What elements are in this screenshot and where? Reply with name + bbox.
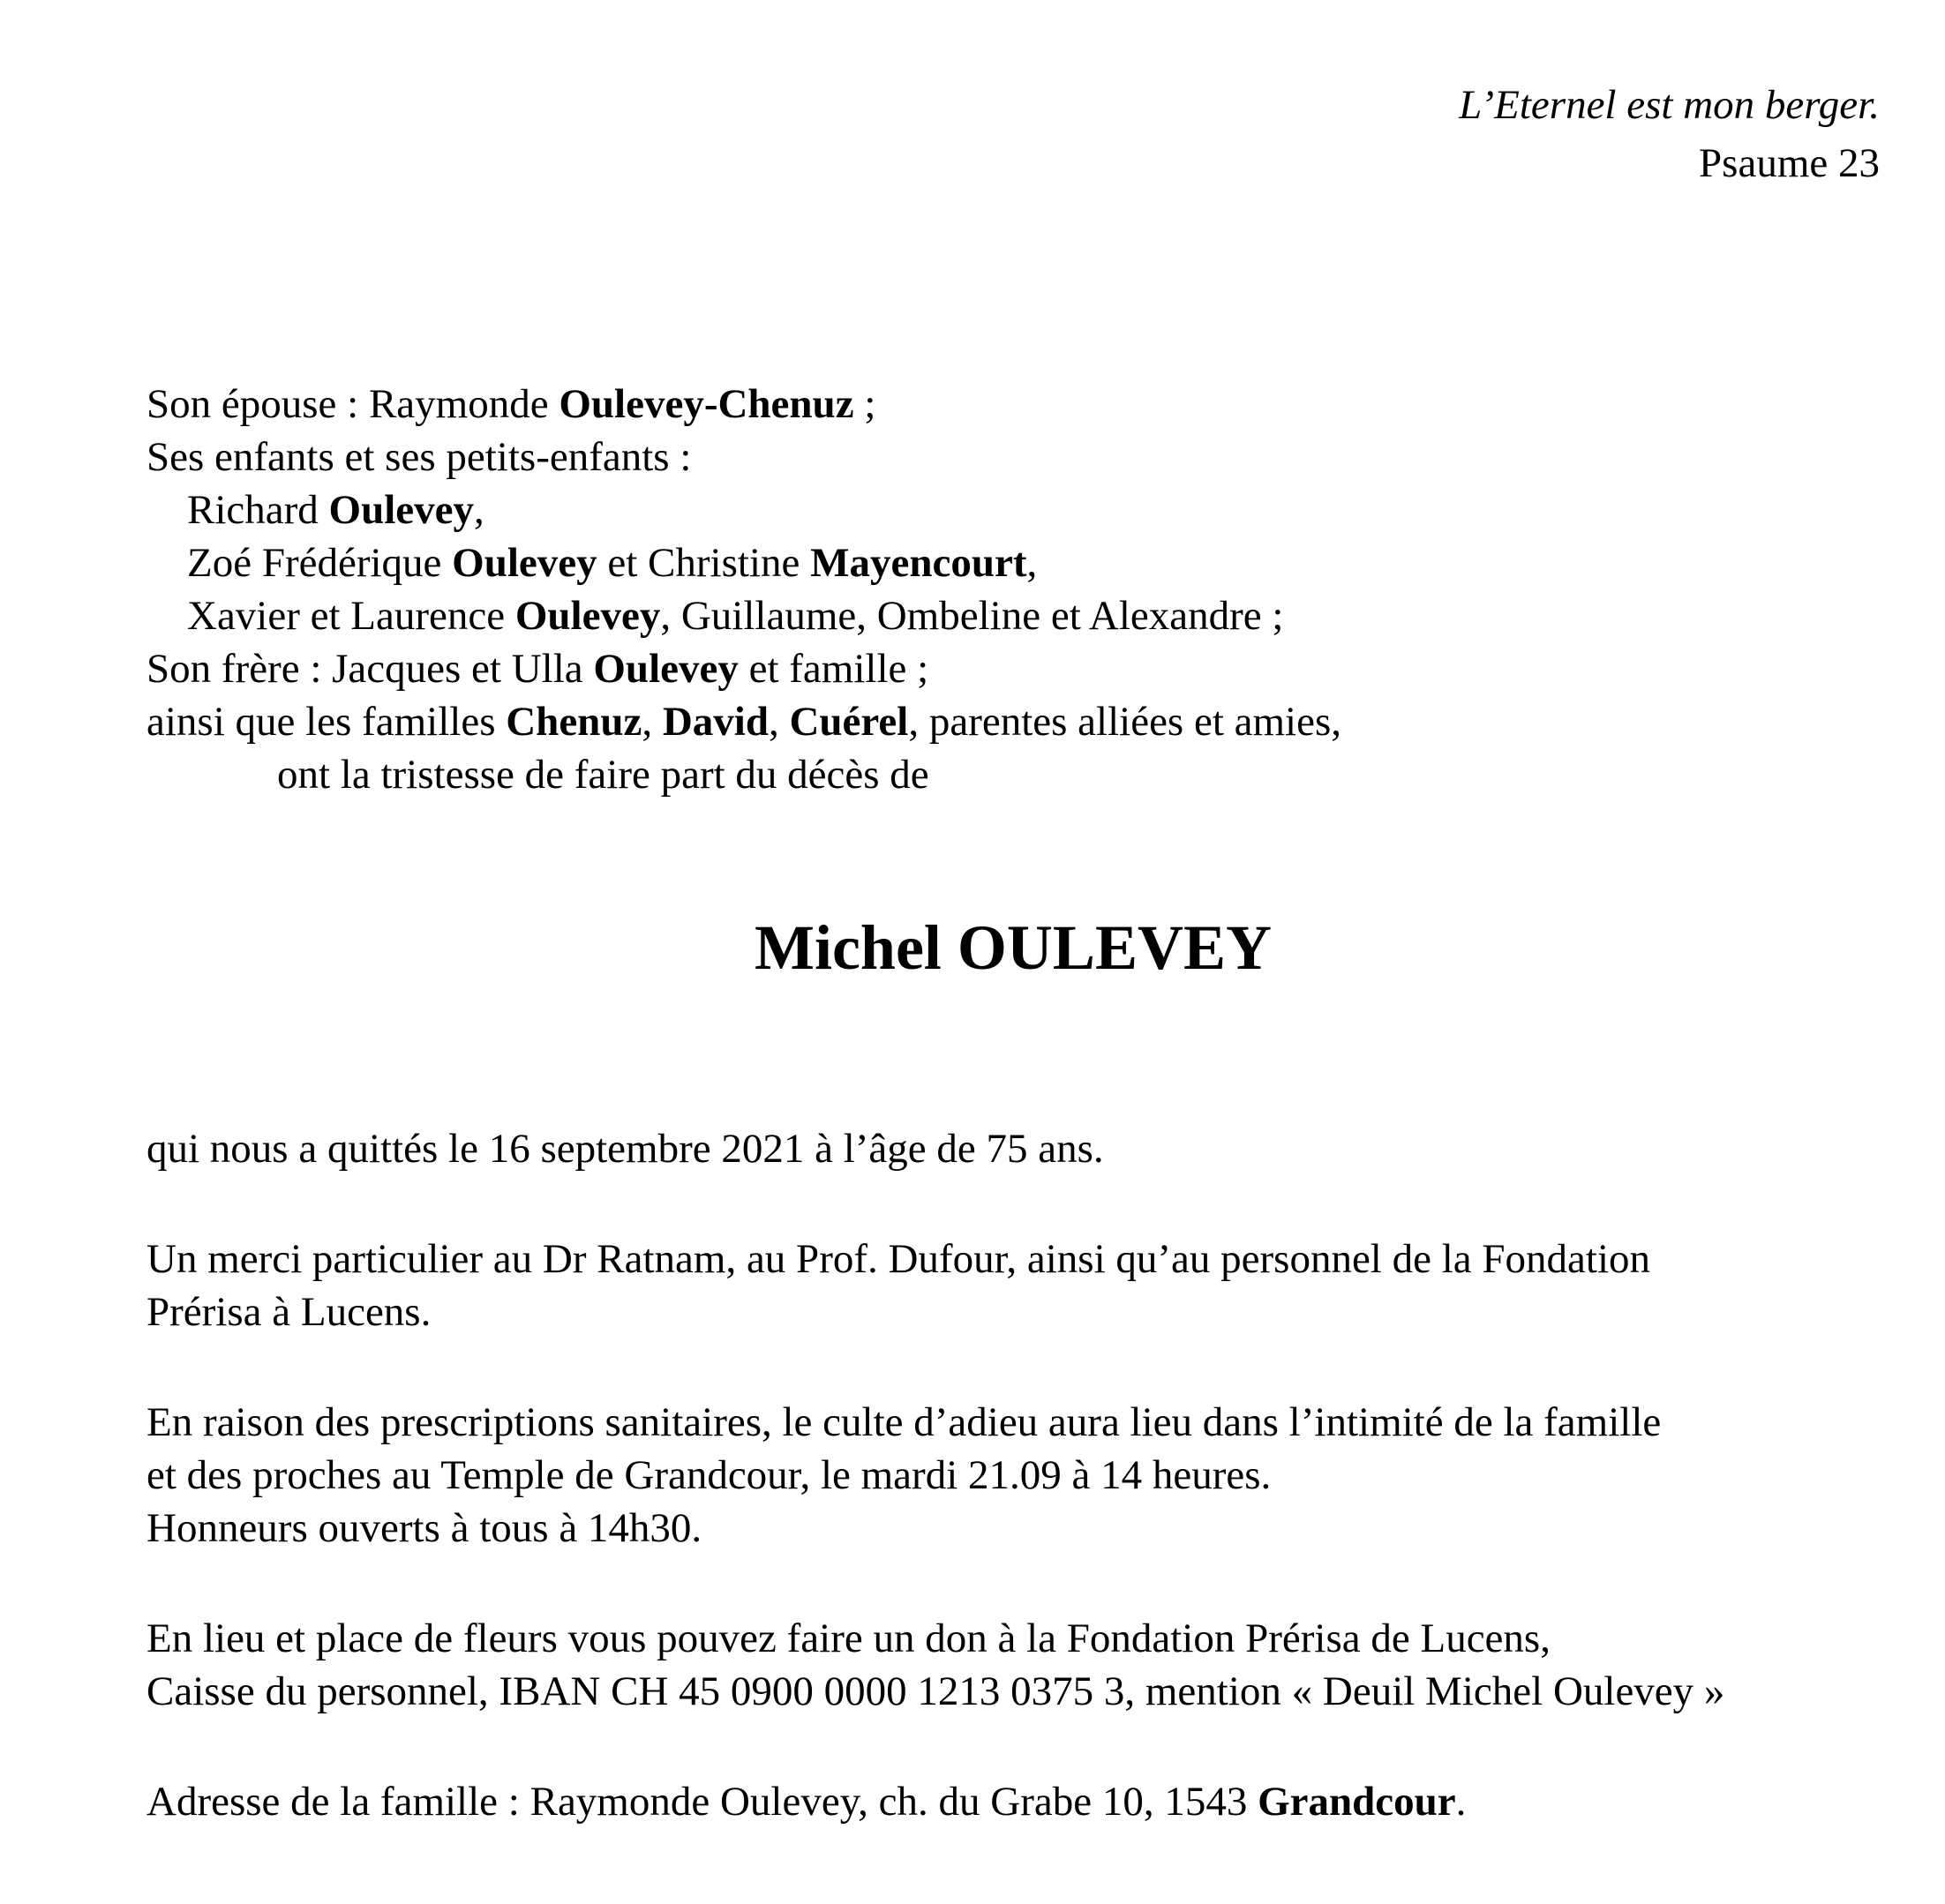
text-run: Prérisa à Lucens. (146, 1289, 432, 1335)
text-line (146, 1396, 1724, 1449)
family-line (146, 378, 1341, 431)
family-line (146, 695, 1341, 748)
text-run: Un merci particulier au Dr Ratnam, au Prof. Dufour, ainsi qu’au personnel de la Fondation (146, 1236, 1651, 1282)
text-run: et des proches au Temple de Grandcour, le mardi 21.09 à 14 heures. (146, 1452, 1272, 1498)
bold-name: Oulevey (514, 593, 661, 639)
bold-name: Oulevey (452, 540, 597, 586)
family-line (146, 589, 1341, 642)
bold-name: Oulevey (593, 646, 739, 692)
text-run: Honneurs ouverts à tous à 14h30. (146, 1505, 702, 1551)
text-line (146, 1449, 1724, 1502)
text-run: ainsi que les familles (146, 699, 507, 745)
paragraph (146, 1233, 1724, 1338)
bold-name: Mayencourt (810, 540, 1027, 586)
text-run: En raison des prescriptions sanitaires, le culte d’adieu aura lieu dans l’intimité de la famille (146, 1399, 1662, 1445)
text-run: Son frère : Jacques et Ulla (146, 646, 594, 692)
family-line (146, 431, 1341, 483)
epigraph (1459, 76, 1880, 192)
text-run: qui nous a quittés le 16 septembre 2021 à l’âge de 75 ans. (146, 1126, 1104, 1172)
family-announcement-block (146, 378, 1341, 801)
text-run: En lieu et place de fleurs vous pouvez faire un don à la Fondation Prérisa de Lucens, (146, 1615, 1551, 1661)
text-run: Adresse de la famille : Raymonde Oulevey, ch. du Grabe 10, 1543 (146, 1779, 1258, 1825)
family-line (146, 536, 1341, 589)
text-run: , (768, 699, 790, 745)
bold-name: Cuérel (789, 699, 909, 745)
bold-name: Oulevey (328, 487, 475, 533)
bold-name: Grandcour (1258, 1779, 1456, 1825)
text-line (146, 1122, 1724, 1175)
text-run: Zoé Frédérique (187, 540, 453, 586)
text-line (146, 1612, 1724, 1665)
text-run: , (642, 699, 663, 745)
bold-name: Chenuz (506, 699, 642, 745)
deceased-name-title: Michel OULEVEY (755, 912, 1272, 983)
paragraph (146, 1396, 1724, 1555)
bold-name: Oulevey-Chenuz (559, 381, 854, 427)
text-run: Ses enfants et ses petits-enfants : (146, 434, 692, 480)
text-run: , (1026, 540, 1038, 586)
text-line (146, 1775, 1724, 1828)
text-run: ont la tristesse de faire part du décès de (277, 752, 929, 798)
family-line (146, 748, 1341, 801)
text-run: Richard (187, 487, 329, 533)
epigraph-source: Psaume 23 (1699, 140, 1880, 186)
text-run: , parentes alliées et amies, (908, 699, 1342, 745)
text-run: . (1455, 1779, 1467, 1825)
text-line (146, 1286, 1724, 1338)
epigraph-quote: L’Eternel est mon berger. (1459, 82, 1880, 128)
text-line (146, 1502, 1724, 1555)
bold-name: David (662, 699, 769, 745)
paragraph (146, 1775, 1724, 1828)
text-run: Caisse du personnel, IBAN CH 45 0900 0000 1213 0375 3, mention « Deuil Michel Oulevey » (146, 1668, 1725, 1714)
family-line (146, 483, 1341, 536)
paragraph (146, 1612, 1724, 1718)
text-run: , (474, 487, 484, 533)
text-line (146, 1665, 1724, 1718)
text-line (146, 1233, 1724, 1286)
text-run: et famille ; (738, 646, 929, 692)
family-line (146, 642, 1341, 695)
text-run: Xavier et Laurence (187, 593, 515, 639)
announcement-paragraphs (146, 1122, 1724, 1885)
paragraph (146, 1122, 1724, 1175)
text-run: et Christine (597, 540, 811, 586)
text-run: , Guillaume, Ombeline et Alexandre ; (660, 593, 1284, 639)
text-run: ; (853, 381, 876, 427)
text-run: Son épouse : Raymonde (146, 381, 559, 427)
